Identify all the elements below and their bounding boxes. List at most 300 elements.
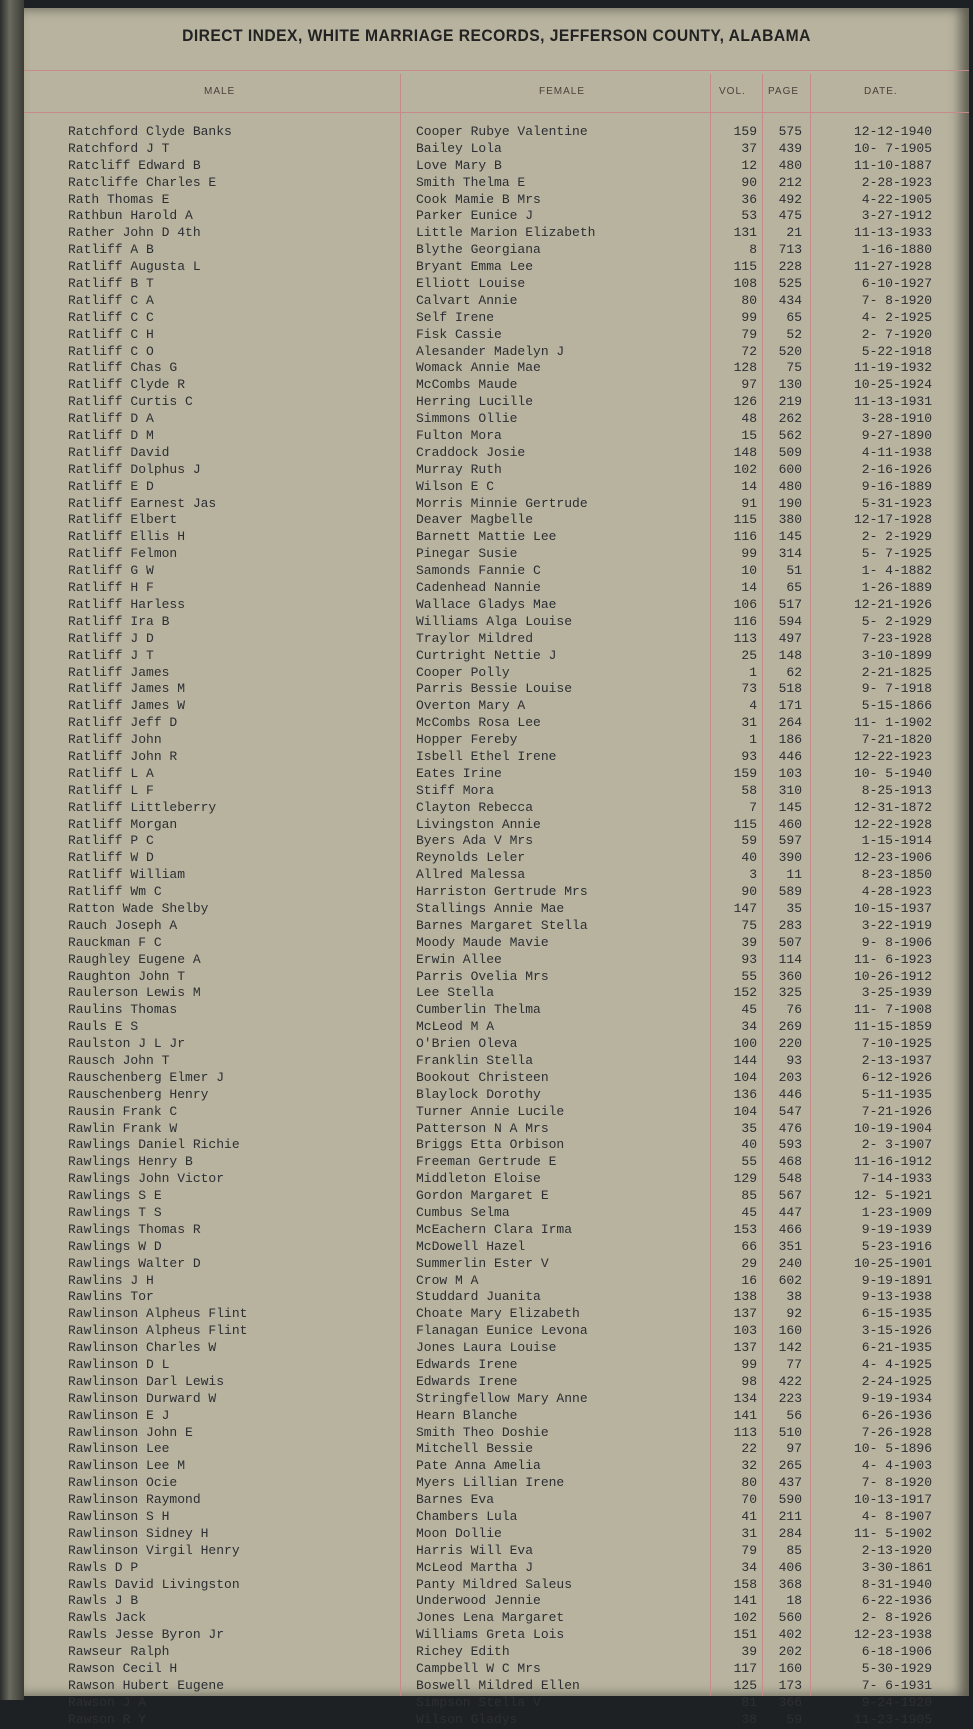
cell-date: 6-12-1926 (861, 1069, 932, 1085)
cell-date: 5-23-1916 (861, 1238, 932, 1254)
cell-vol: 93 (741, 951, 757, 967)
table-row (24, 377, 969, 394)
cell-female: Clayton Rebecca (416, 799, 534, 815)
cell-vol: 100 (733, 1036, 757, 1052)
cell-vol: 102 (733, 461, 757, 477)
table-row (24, 1154, 969, 1171)
cell-date: 12-23-1938 (853, 1627, 932, 1643)
table-row (24, 1391, 969, 1408)
cell-female: Hopper Fereby (416, 732, 518, 748)
cell-page: 590 (778, 1492, 802, 1508)
cell-page: 439 (778, 140, 802, 156)
cell-date: 12-22-1928 (853, 816, 932, 832)
cell-vol: 40 (741, 850, 757, 866)
cell-vol: 129 (733, 1171, 757, 1187)
table-row (24, 817, 969, 834)
cell-date: 8-23-1850 (861, 867, 932, 883)
cell-male: Ratliff Chas G (68, 360, 178, 376)
cell-date: 1-15-1914 (861, 833, 932, 849)
cell-page: 406 (778, 1559, 802, 1575)
cell-date: 7-21-1926 (861, 1103, 932, 1119)
cell-female: Barnes Margaret Stella (416, 917, 588, 933)
cell-female: Mitchell Bessie (416, 1441, 534, 1457)
cell-female: Stallings Annie Mae (416, 900, 565, 916)
table-row (24, 715, 969, 732)
table-row (24, 1577, 969, 1594)
table-row (24, 732, 969, 749)
cell-male: Rawlin Frank W (68, 1120, 178, 1136)
cell-female: Underwood Jennie (416, 1593, 541, 1609)
table-row (24, 800, 969, 817)
cell-page: 510 (778, 1424, 802, 1440)
cell-date: 10-13-1917 (853, 1492, 932, 1508)
cell-date: 4- 4-1903 (861, 1458, 932, 1474)
cell-vol: 99 (741, 309, 757, 325)
cell-date: 3-25-1939 (861, 985, 932, 1001)
cell-male: Ratliff W D (68, 850, 154, 866)
cell-female: Myers Lillian Irene (416, 1475, 565, 1491)
cell-female: Smith Theo Doshie (416, 1424, 549, 1440)
cell-male: Rawlinson John E (68, 1424, 193, 1440)
cell-male: Ratliff D M (68, 428, 154, 444)
cell-page: 56 (786, 1407, 802, 1423)
cell-date: 6-18-1906 (861, 1644, 932, 1660)
table-row (24, 1239, 969, 1256)
cell-page: 560 (778, 1610, 802, 1626)
cell-page: 520 (778, 343, 802, 359)
cell-female: Blaylock Dorothy (416, 1086, 541, 1102)
cell-page: 525 (778, 276, 802, 292)
table-row (24, 1188, 969, 1205)
cell-female: Briggs Etta Orbison (416, 1137, 565, 1153)
cell-date: 10- 5-1896 (853, 1441, 932, 1457)
cell-female: Campbell W C Mrs (416, 1661, 541, 1677)
cell-female: Bryant Emma Lee (416, 259, 534, 275)
cell-vol: 12 (741, 157, 757, 173)
cell-vol: 108 (733, 276, 757, 292)
cell-page: 390 (778, 850, 802, 866)
cell-male: Rawlinson Darl Lewis (68, 1373, 225, 1389)
cell-vol: 115 (733, 816, 757, 832)
cell-vol: 141 (733, 1593, 757, 1609)
cell-vol: 131 (733, 225, 757, 241)
cell-female: McDowell Hazel (416, 1238, 526, 1254)
cell-female: Smith Thelma E (416, 174, 526, 190)
cell-date: 4- 4-1925 (861, 1357, 932, 1373)
cell-male: Rausch John T (68, 1052, 170, 1068)
table-row (24, 952, 969, 969)
table-row (24, 1374, 969, 1391)
cell-female: Parris Bessie Louise (416, 681, 573, 697)
cell-vol: 35 (741, 1120, 757, 1136)
cell-date: 11- 1-1902 (853, 715, 932, 731)
cell-female: Craddock Josie (416, 444, 526, 460)
table-row (24, 563, 969, 580)
table-row (24, 360, 969, 377)
cell-male: Raulins Thomas (68, 1002, 178, 1018)
cell-female: Allred Malessa (416, 867, 526, 883)
header-female: FEMALE (539, 86, 586, 97)
table-row (24, 766, 969, 783)
cell-female: Calvart Annie (416, 292, 518, 308)
cell-vol: 98 (741, 1373, 757, 1389)
cell-page: 18 (786, 1593, 802, 1609)
cell-page: 480 (778, 478, 802, 494)
cell-page: 171 (778, 698, 802, 714)
cell-female: Jones Laura Louise (416, 1340, 557, 1356)
cell-vol: 22 (741, 1441, 757, 1457)
cell-date: 4- 8-1907 (861, 1509, 932, 1525)
index-entries (24, 124, 969, 1729)
cell-male: Ratliff Curtis C (68, 394, 193, 410)
cell-vol: 128 (733, 360, 757, 376)
cell-female: Turner Annie Lucile (416, 1103, 565, 1119)
cell-female: Gordon Margaret E (416, 1188, 549, 1204)
cell-page: 77 (786, 1357, 802, 1373)
cell-page: 211 (778, 1509, 802, 1525)
cell-female: Erwin Allee (416, 951, 502, 967)
cell-vol: 103 (733, 1323, 757, 1339)
cell-page: 594 (778, 613, 802, 629)
cell-vol: 152 (733, 985, 757, 1001)
cell-vol: 136 (733, 1086, 757, 1102)
table-row (24, 614, 969, 631)
cell-vol: 36 (741, 191, 757, 207)
table-row (24, 1475, 969, 1492)
cell-male: Ratliff James M (68, 681, 186, 697)
cell-date: 6-21-1935 (861, 1340, 932, 1356)
cell-page: 434 (778, 292, 802, 308)
cell-date: 12-17-1928 (853, 512, 932, 528)
cell-date: 2-21-1825 (861, 664, 932, 680)
cell-male: Ratliff J T (68, 647, 154, 663)
cell-date: 7- 8-1920 (861, 292, 932, 308)
cell-male: Rausin Frank C (68, 1103, 178, 1119)
cell-date: 12-21-1926 (853, 596, 932, 612)
cell-date: 2-24-1925 (861, 1373, 932, 1389)
cell-male: Rawlinson Alpheus Flint (68, 1323, 248, 1339)
cell-vol: 99 (741, 546, 757, 562)
cell-date: 1-26-1889 (861, 580, 932, 596)
table-row (24, 1087, 969, 1104)
cell-female: Edwards Irene (416, 1373, 518, 1389)
cell-date: 12-23-1906 (853, 850, 932, 866)
table-row (24, 479, 969, 496)
cell-vol: 7 (749, 799, 757, 815)
cell-female: Pate Anna Amelia (416, 1458, 541, 1474)
cell-date: 6-10-1927 (861, 276, 932, 292)
cell-page: 283 (778, 917, 802, 933)
cell-page: 114 (778, 951, 802, 967)
table-row (24, 394, 969, 411)
cell-male: Rauls E S (68, 1019, 139, 1035)
cell-page: 366 (778, 1694, 802, 1710)
cell-page: 497 (778, 630, 802, 646)
cell-date: 12-31-1872 (853, 799, 932, 815)
cell-female: McCombs Maude (416, 377, 518, 393)
cell-date: 7-10-1925 (861, 1036, 932, 1052)
cell-page: 518 (778, 681, 802, 697)
cell-vol: 104 (733, 1103, 757, 1119)
cell-page: 173 (778, 1677, 802, 1693)
cell-date: 8-25-1913 (861, 782, 932, 798)
cell-vol: 106 (733, 596, 757, 612)
cell-male: Rawson Cecil H (68, 1661, 178, 1677)
cell-male: Rawlinson Ocie (68, 1475, 178, 1491)
table-row (24, 1171, 969, 1188)
cell-page: 360 (778, 968, 802, 984)
cell-date: 2- 7-1920 (861, 326, 932, 342)
cell-male: Ratliff G W (68, 563, 154, 579)
cell-male: Ratliff Jeff D (68, 715, 178, 731)
cell-page: 380 (778, 512, 802, 528)
cell-female: Morris Minnie Gertrude (416, 495, 588, 511)
cell-vol: 126 (733, 394, 757, 410)
cell-male: Ratliff William (68, 867, 186, 883)
cell-male: Rawlinson E J (68, 1407, 170, 1423)
cell-page: 190 (778, 495, 802, 511)
table-row (24, 445, 969, 462)
cell-date: 5- 2-1929 (861, 613, 932, 629)
cell-page: 21 (786, 225, 802, 241)
cell-page: 567 (778, 1188, 802, 1204)
cell-vol: 31 (741, 715, 757, 731)
cell-date: 9-19-1891 (861, 1272, 932, 1288)
table-row (24, 344, 969, 361)
cell-page: 402 (778, 1627, 802, 1643)
cell-page: 597 (778, 833, 802, 849)
cell-page: 447 (778, 1205, 802, 1220)
cell-female: Blythe Georgiana (416, 242, 541, 258)
cell-female: Fisk Cassie (416, 326, 502, 342)
cell-page: 160 (778, 1661, 802, 1677)
cell-male: Rawlinson Durward W (68, 1390, 217, 1406)
table-row (24, 631, 969, 648)
cell-vol: 115 (733, 259, 757, 275)
cell-date: 10-25-1901 (853, 1255, 932, 1271)
cell-date: 12-22-1923 (853, 748, 932, 764)
cell-date: 2-13-1937 (861, 1052, 932, 1068)
cell-male: Rawls D P (68, 1559, 139, 1575)
cell-male: Rawseur Ralph (68, 1644, 170, 1660)
cell-page: 142 (778, 1340, 802, 1356)
cell-date: 11-13-1931 (853, 394, 932, 410)
cell-vol: 147 (733, 900, 757, 916)
cell-vol: 58 (741, 782, 757, 798)
cell-date: 10-15-1937 (853, 900, 932, 916)
cell-male: Rawls J B (68, 1593, 139, 1609)
cell-female: McCombs Rosa Lee (416, 715, 541, 731)
cell-date: 3-28-1910 (861, 411, 932, 427)
cell-male: Ratliff C A (68, 292, 154, 308)
cell-male: Ratliff Morgan (68, 816, 178, 832)
header-rule-bottom (24, 112, 969, 113)
cell-date: 3-15-1926 (861, 1323, 932, 1339)
cell-date: 11-19-1932 (853, 360, 932, 376)
cell-date: 9-24-1920 (861, 1694, 932, 1710)
table-row (24, 1627, 969, 1644)
table-row (24, 512, 969, 529)
cell-male: Rawlings S E (68, 1188, 162, 1204)
table-row (24, 969, 969, 986)
cell-page: 492 (778, 191, 802, 207)
cell-male: Rawlings Henry B (68, 1154, 193, 1170)
cell-date: 10- 5-1940 (853, 765, 932, 781)
cell-vol: 159 (733, 765, 757, 781)
cell-male: Rawlins J H (68, 1272, 154, 1288)
cell-vol: 153 (733, 1221, 757, 1237)
cell-date: 9-19-1939 (861, 1221, 932, 1237)
cell-vol: 79 (741, 1542, 757, 1558)
cell-date: 7-23-1928 (861, 630, 932, 646)
cell-page: 589 (778, 884, 802, 900)
cell-male: Rawlings T S (68, 1205, 162, 1220)
cell-male: Rawls Jesse Byron Jr (68, 1627, 225, 1643)
cell-male: Rawlings Walter D (68, 1255, 201, 1271)
table-row (24, 310, 969, 327)
cell-female: Murray Ruth (416, 461, 502, 477)
cell-vol: 10 (741, 563, 757, 579)
table-row (24, 1289, 969, 1306)
cell-male: Ratliff H F (68, 580, 154, 596)
table-row (24, 1019, 969, 1036)
cell-vol: 14 (741, 580, 757, 596)
cell-female: Traylor Mildred (416, 630, 534, 646)
cell-vol: 25 (741, 647, 757, 663)
table-row (24, 1678, 969, 1695)
cell-vol: 104 (733, 1069, 757, 1085)
cell-page: 65 (786, 309, 802, 325)
cell-vol: 90 (741, 884, 757, 900)
cell-page: 547 (778, 1103, 802, 1119)
cell-page: 507 (778, 934, 802, 950)
cell-female: Self Irene (416, 309, 495, 325)
cell-page: 203 (778, 1069, 802, 1085)
cell-page: 212 (778, 174, 802, 190)
cell-male: Ratliff Wm C (68, 884, 162, 900)
cell-female: Alesander Madelyn J (416, 343, 565, 359)
cell-vol: 116 (733, 613, 757, 629)
cell-page: 600 (778, 461, 802, 477)
cell-vol: 45 (741, 1205, 757, 1220)
cell-male: Ratliff C C (68, 309, 154, 325)
cell-vol: 39 (741, 934, 757, 950)
header-male: MALE (204, 86, 236, 97)
cell-date: 4-22-1905 (861, 191, 932, 207)
cell-male: Ratliff C O (68, 343, 154, 359)
table-row (24, 411, 969, 428)
table-row (24, 1137, 969, 1154)
cell-date: 4-28-1923 (861, 884, 932, 900)
cell-male: Ratliff Elbert (68, 512, 178, 528)
cell-vol: 16 (741, 1272, 757, 1288)
cell-page: 446 (778, 748, 802, 764)
cell-female: Freeman Gertrude E (416, 1154, 557, 1170)
cell-male: Ratliff L A (68, 765, 154, 781)
cell-female: Eates Irine (416, 765, 502, 781)
cell-vol: 113 (733, 630, 757, 646)
table-row (24, 1340, 969, 1357)
cell-female: Stiff Mora (416, 782, 495, 798)
cell-female: Barnett Mattie Lee (416, 529, 557, 545)
cell-male: Ratliff John (68, 732, 162, 748)
cell-vol: 102 (733, 1610, 757, 1626)
cell-male: Ratcliffe Charles E (68, 174, 217, 190)
cell-date: 12-12-1940 (853, 124, 932, 139)
cell-date: 11-10-1887 (853, 157, 932, 173)
cell-male: Rawlinson Alpheus Flint (68, 1306, 248, 1322)
cell-date: 9-27-1890 (861, 428, 932, 444)
cell-male: Ratliff C H (68, 326, 154, 342)
cell-page: 476 (778, 1120, 802, 1136)
cell-page: 11 (786, 867, 802, 883)
header-page: PAGE (768, 86, 800, 97)
table-row (24, 327, 969, 344)
cell-page: 93 (786, 1052, 802, 1068)
table-row (24, 1441, 969, 1458)
cell-page: 480 (778, 157, 802, 173)
table-row (24, 1036, 969, 1053)
book-binding (0, 0, 24, 1700)
cell-date: 2-13-1920 (861, 1542, 932, 1558)
cell-female: Curtright Nettie J (416, 647, 557, 663)
cell-vol: 8 (749, 242, 757, 258)
cell-date: 6-15-1935 (861, 1306, 932, 1322)
cell-page: 35 (786, 900, 802, 916)
cell-date: 11-23-1905 (853, 1711, 932, 1727)
cell-page: 475 (778, 208, 802, 224)
cell-male: Rathbun Harold A (68, 208, 193, 224)
cell-male: Rawson J A (68, 1694, 147, 1710)
table-row (24, 496, 969, 513)
cell-male: Ratchford Clyde Banks (68, 124, 232, 139)
cell-male: Rawlinson S H (68, 1509, 170, 1525)
cell-vol: 29 (741, 1255, 757, 1271)
cell-male: Rawlins Tor (68, 1289, 154, 1305)
cell-male: Rather John D 4th (68, 225, 201, 241)
cell-date: 9- 8-1906 (861, 934, 932, 950)
cell-page: 160 (778, 1323, 802, 1339)
cell-vol: 14 (741, 478, 757, 494)
table-row (24, 918, 969, 935)
cell-male: Rawson Hubert Eugene (68, 1677, 225, 1693)
cell-female: Barnes Eva (416, 1492, 495, 1508)
cell-date: 8-31-1940 (861, 1576, 932, 1592)
cell-male: Ratchford J T (68, 140, 170, 156)
cell-vol: 55 (741, 968, 757, 984)
cell-male: Rawlinson Lee (68, 1441, 170, 1457)
table-row (24, 1610, 969, 1627)
table-row (24, 529, 969, 546)
table-row (24, 1273, 969, 1290)
cell-page: 223 (778, 1390, 802, 1406)
cell-vol: 134 (733, 1390, 757, 1406)
cell-female: Simpson Stella V (416, 1694, 541, 1710)
table-row (24, 1323, 969, 1340)
table-row (24, 1560, 969, 1577)
cell-male: Rawls David Livingston (68, 1576, 240, 1592)
table-row (24, 276, 969, 293)
cell-female: Wilson Gladys (416, 1711, 518, 1727)
cell-page: 602 (778, 1272, 802, 1288)
cell-female: Reynolds Leler (416, 850, 526, 866)
cell-date: 9-13-1938 (861, 1289, 932, 1305)
cell-page: 145 (778, 799, 802, 815)
cell-page: 130 (778, 377, 802, 393)
table-row (24, 648, 969, 665)
cell-vol: 148 (733, 444, 757, 460)
cell-male: Rawlinson D L (68, 1357, 170, 1373)
